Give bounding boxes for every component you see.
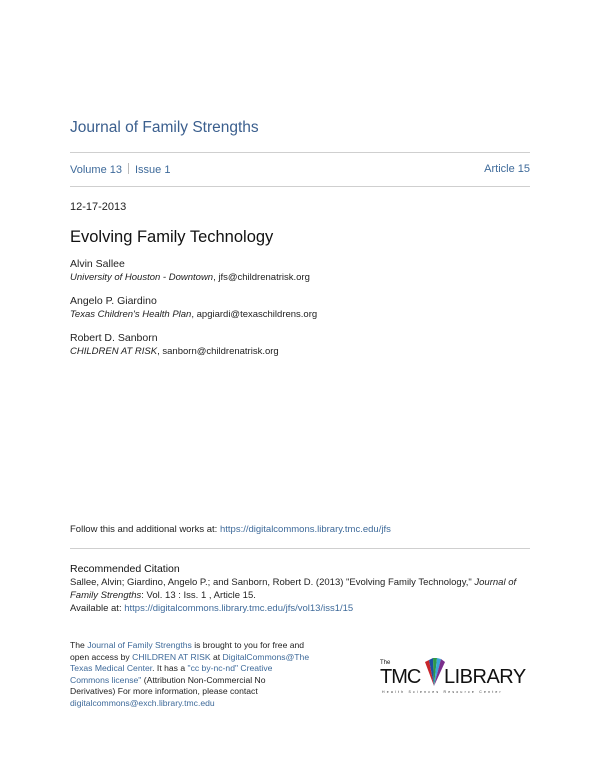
divider — [70, 186, 530, 187]
citation-journal: Journal of Family Strengths — [70, 577, 517, 601]
follow-link[interactable]: https://digitalcommons.library.tmc.edu/jfs — [219, 524, 391, 535]
citation-body — [70, 576, 535, 615]
volume-link[interactable]: Volume 13 — [70, 164, 122, 176]
logo-flame-icon — [424, 654, 446, 688]
separator — [128, 163, 129, 174]
footer-notice — [70, 640, 310, 709]
footer-text: . It has a — [152, 663, 188, 673]
citation-heading: Recommended Citation — [70, 563, 180, 575]
author-name: Alvin Sallee — [70, 258, 125, 270]
article-title: Evolving Family Technology — [70, 228, 274, 246]
logo-the: The — [380, 660, 391, 666]
author-entry: Angelo P. Giardino Texas Children's Health Plan, apgiardi@texaschildrens.org — [70, 295, 318, 320]
follow-line — [70, 524, 391, 535]
footer-text: (Attribution Non-Commercial No Derivatives) For more information, please contact — [70, 674, 266, 696]
contact-email-link[interactable]: digitalcommons@exch.library.tmc.edu — [70, 697, 215, 708]
citation-text-after: : Vol. 13 : Iss. 1 , Article 15. — [141, 590, 256, 601]
publication-date: 12-17-2013 — [70, 201, 127, 213]
author-affiliation: CHILDREN AT RISK — [70, 346, 158, 357]
author-email: jfs@childrenatrisk.org — [218, 272, 310, 283]
journal-title[interactable]: Journal of Family Strengths — [70, 119, 259, 136]
logo-library: LIBRARY — [444, 666, 526, 688]
footer-text: The — [70, 640, 88, 650]
follow-prefix: Follow this and additional works at: — [70, 524, 220, 535]
available-prefix: Available at: — [70, 603, 125, 614]
journal-link[interactable]: Journal of Family Strengths — [87, 640, 192, 650]
author-email: apgiardi@texaschildrens.org — [196, 309, 318, 320]
article-number: Article 15 — [484, 163, 530, 175]
footer-text: at — [210, 651, 223, 662]
logo-subtitle: Health Sciences Resource Center — [382, 690, 503, 694]
issue-link[interactable]: Issue 1 — [134, 164, 171, 176]
author-email: sanborn@childrenatrisk.org — [162, 346, 279, 357]
author-entry: Robert D. Sanborn CHILDREN AT RISK, sanborn@childrenatrisk.org — [70, 332, 279, 357]
available-link[interactable]: https://digitalcommons.library.tmc.edu/jfs/vol13/iss1/15 — [124, 603, 354, 614]
footer-text: is brought to you for free and open access by — [70, 640, 305, 662]
children-at-risk-link[interactable]: CHILDREN AT RISK — [132, 651, 211, 662]
divider — [70, 548, 530, 549]
volume-issue — [70, 163, 170, 176]
tmc-library-logo — [380, 660, 530, 700]
divider — [70, 152, 530, 153]
author-entry: Alvin Sallee University of Houston - Downtown, jfs@childrenatrisk.org — [70, 258, 310, 283]
author-affiliation: University of Houston - Downtown — [70, 272, 214, 283]
citation-text: Sallee, Alvin; Giardino, Angelo P.; and Sanborn, Robert D. (2013) "Evolving Family Technology," — [70, 577, 475, 588]
logo-tmc: TMC — [380, 666, 421, 688]
digitalcommons-link[interactable]: DigitalCommons@The Texas Medical Center — [70, 651, 310, 673]
author-name: Angelo P. Giardino — [70, 295, 157, 307]
author-affiliation: Texas Children's Health Plan — [70, 309, 192, 320]
author-name: Robert D. Sanborn — [70, 332, 158, 344]
license-link[interactable]: "cc by-nc-nd" Creative Commons license" — [70, 663, 273, 685]
